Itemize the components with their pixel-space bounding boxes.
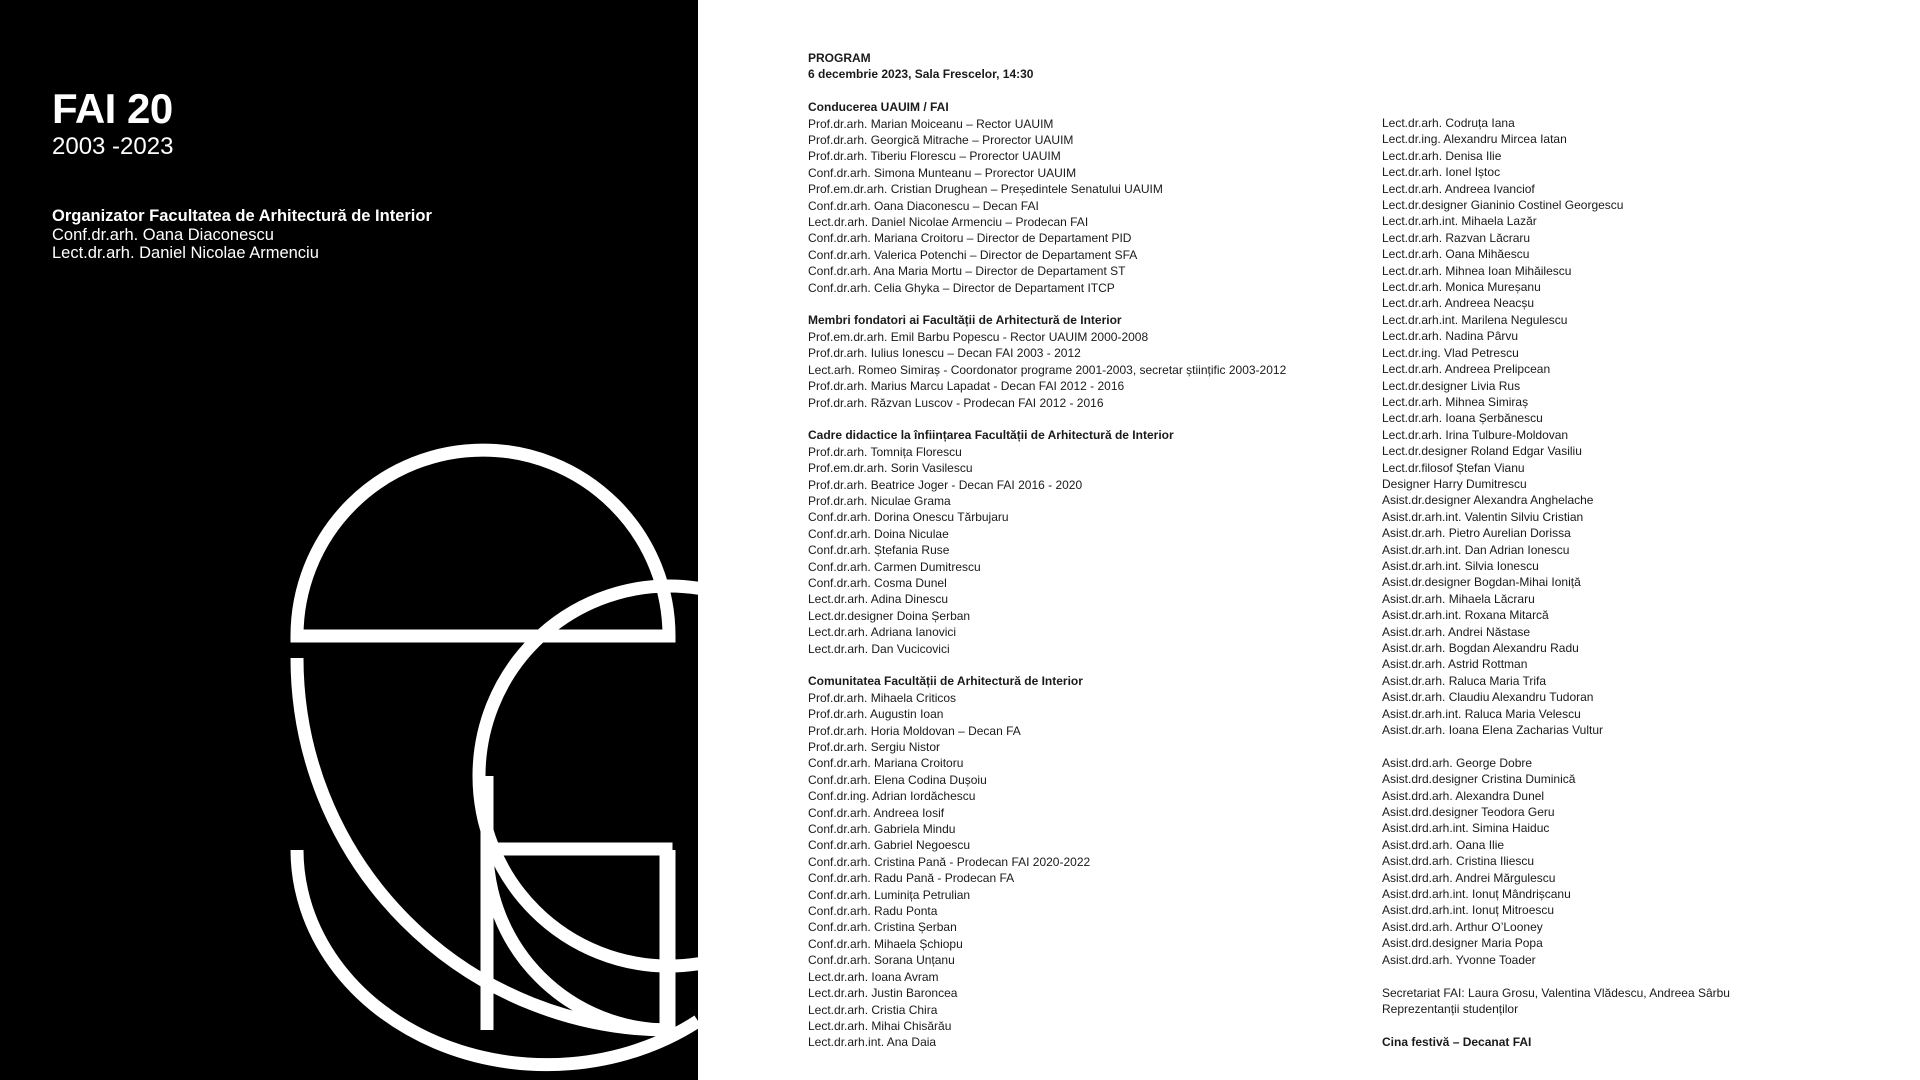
list-item: Conf.dr.arh. Gabriel Negoescu: [808, 838, 971, 853]
list-item: Lect.dr.arh. Nadina Pârvu: [1382, 329, 1519, 344]
logo-arc-top: [297, 450, 669, 636]
list-item: Conf.dr.arh. Radu Ponta: [808, 904, 938, 919]
list-item: Asist.dr.arh. Bogdan Alexandru Radu: [1382, 641, 1579, 655]
list-item: Asist.dr.arh. Claudiu Alexandru Tudoran: [1382, 690, 1594, 705]
list-item: Prof.dr.arh. Beatrice Joger - Decan FAI 2016 - 2020: [808, 477, 1083, 492]
list-item: Asist.dr.arh.int. Valentin Silviu Cristian: [1382, 509, 1584, 524]
list-item: Lect.dr.arh.int. Marilena Negulescu: [1382, 312, 1568, 327]
doctoral-assistants-list: [1382, 755, 1730, 968]
event-years: 2003 -2023: [52, 133, 174, 160]
students-line: Reprezentanții studenților: [1382, 1001, 1519, 1016]
list-item: Prof.dr.arh. Mihaela Criticos: [808, 690, 957, 705]
list-item: Asist.dr.arh. Raluca Maria Trifa: [1382, 673, 1547, 688]
list-item: Asist.drd.arh. Oana Ilie: [1382, 837, 1505, 852]
list-item: Lect.dr.arh. Denisa Ilie: [1382, 148, 1502, 163]
list-item: Asist.drd.arh. Arthur O’Looney: [1382, 919, 1543, 934]
list-item: Lect.dr.arh. Mihnea Simiraș: [1382, 394, 1529, 409]
list-item: Lect.dr.arh. Ionel Iștoc: [1382, 165, 1501, 180]
list-item: Prof.em.dr.arh. Cristian Drughean – Președintele Senatului UAUIM: [808, 182, 1163, 197]
list-item: Conf.dr.arh. Gabriela Mindu: [808, 822, 956, 837]
list-item: Lect.dr.arh.int. Mihaela Lazăr: [1382, 214, 1537, 229]
list-item: Conf.dr.arh. Mariana Croitoru: [808, 756, 964, 771]
list-item: Conf.dr.arh. Oana Diaconescu – Decan FAI: [808, 198, 1039, 213]
list-item: Prof.dr.arh. Marius Marcu Lapadat - Decan FAI 2012 - 2016: [808, 379, 1125, 394]
section-title: Comunitatea Facultății de Arhitectură de Interior: [808, 674, 1083, 689]
event-title: FAI 20: [52, 85, 173, 132]
list-item: Asist.dr.arh.int. Dan Adrian Ionescu: [1382, 542, 1570, 557]
list-item: Lect.dr.arh. Razvan Lăcraru: [1382, 230, 1531, 245]
list-item: Conf.dr.arh. Cosma Dunel: [808, 575, 947, 590]
list-item: Lect.dr.arh. Andreea Neacșu: [1382, 296, 1535, 311]
list-item: Prof.dr.arh. Iulius Ionescu – Decan FAI 2003 - 2012: [808, 346, 1081, 361]
list-item: Lect.dr.arh. Ioana Șerbănescu: [1382, 411, 1543, 426]
list-item: Lect.dr.arh. Irina Tulbure-Moldovan: [1382, 427, 1569, 442]
list-item: Lect.dr.arh. Oana Mihăescu: [1382, 247, 1530, 262]
program-column-right: [1382, 115, 1730, 1050]
list-item: Asist.dr.arh. Andrei Năstase: [1382, 624, 1531, 639]
list-item: Asist.drd.arh.int. Ionuț Mândrișcanu: [1382, 887, 1571, 902]
program-title: PROGRAM: [808, 51, 871, 65]
list-item: Asist.drd.arh. Andrei Mărgulescu: [1382, 870, 1556, 885]
list-item: Asist.dr.designer Bogdan-Mihai Ioniță: [1382, 575, 1581, 590]
list-item: Lect.dr.arh. Daniel Nicolae Armenciu – Prodecan FAI: [808, 215, 1089, 230]
section-title: Conducerea UAUIM / FAI: [808, 100, 949, 115]
list-item: Lect.dr.ing. Alexandru Mircea Iatan: [1382, 132, 1567, 147]
list-item: Lect.dr.arh. Mihnea Ioan Mihăilescu: [1382, 263, 1572, 278]
list-item: Asist.drd.designer Teodora Geru: [1382, 805, 1555, 820]
list-item: Asist.drd.arh.int. Ionuț Mitroescu: [1382, 903, 1555, 918]
list-item: Prof.em.dr.arh. Sorin Vasilescu: [808, 461, 973, 476]
list-item: Conf.dr.arh. Sorana Unțanu: [808, 953, 955, 968]
organizer-person: Lect.dr.arh. Daniel Nicolae Armenciu: [52, 244, 319, 262]
list-item: Conf.dr.arh. Celia Ghyka – Director de Departament ITCP: [808, 280, 1115, 295]
list-item: Asist.dr.arh. Ioana Elena Zacharias Vultur: [1382, 723, 1604, 738]
program-section: [808, 99, 1286, 296]
list-item: Lect.dr.arh. Andreea Prelipcean: [1382, 362, 1551, 377]
list-item: Lect.arh. Romeo Simiraș - Coordonator programe 2001-2003, secretar științific 2003-2012: [808, 362, 1287, 377]
list-item: Lect.dr.arh. Andreea Ivanciof: [1382, 181, 1535, 196]
list-item: Conf.dr.arh. Mariana Croitoru – Director de Departament PID: [808, 231, 1132, 246]
list-item: Asist.dr.arh.int. Raluca Maria Velescu: [1382, 706, 1581, 721]
section-title: Cadre didactice la înființarea Facultății de Arhitectură de Interior: [808, 428, 1174, 443]
list-item: Conf.dr.arh. Cristina Pană - Prodecan FAI 2020-2022: [808, 854, 1091, 869]
list-item: Conf.dr.arh. Dorina Onescu Tărbujaru: [808, 510, 1009, 525]
list-item: Asist.drd.arh.int. Simina Haiduc: [1382, 821, 1550, 836]
list-item: Conf.dr.arh. Simona Munteanu – Prorector UAUIM: [808, 165, 1077, 180]
list-item: Lect.dr.arh. Mihai Chisărău: [808, 1018, 952, 1033]
list-item: Prof.dr.arh. Horia Moldovan – Decan FA: [808, 723, 1021, 738]
list-item: Lect.dr.designer Livia Rus: [1382, 378, 1521, 393]
list-item: Lect.dr.designer Roland Edgar Vasiliu: [1382, 444, 1582, 459]
list-item: Conf.dr.arh. Elena Codina Dușoiu: [808, 772, 987, 787]
list-item: Prof.dr.arh. Tomnița Florescu: [808, 444, 962, 459]
section-title: Membri fondatori ai Facultății de Arhitectură de Interior: [808, 313, 1122, 328]
list-item: Prof.em.dr.arh. Emil Barbu Popescu - Rector UAUIM 2000-2008: [808, 329, 1149, 344]
list-item: Prof.dr.arh. Răzvan Luscov - Prodecan FAI 2012 - 2016: [808, 395, 1104, 410]
list-item: Asist.dr.arh. Astrid Rottman: [1382, 657, 1528, 672]
list-item: Prof.dr.arh. Tiberiu Florescu – Prorector UAUIM: [808, 149, 1061, 164]
list-item: Conf.dr.arh. Luminița Petrulian: [808, 887, 971, 902]
secretariat-line: Secretariat FAI: Laura Grosu, Valentina Vlădescu, Andreea Sârbu: [1382, 985, 1730, 1000]
list-item: Conf.dr.arh. Radu Pană - Prodecan FA: [808, 871, 1015, 886]
list-item: Prof.dr.arh. Georgică Mitrache – Prorector UAUIM: [808, 133, 1074, 148]
organizer-title: Organizator Facultatea de Arhitectură de Interior: [52, 207, 432, 225]
list-item: Conf.dr.ing. Adrian Iordăchescu: [808, 789, 976, 804]
list-item: Lect.dr.arh.int. Ana Daia: [808, 1035, 937, 1050]
list-item: Asist.drd.arh. Alexandra Dunel: [1382, 788, 1545, 803]
list-item: Lect.dr.arh. Dan Vucicovici: [808, 641, 950, 656]
list-item: Asist.dr.designer Alexandra Anghelache: [1382, 493, 1594, 508]
list-item: Lect.dr.arh. Monica Mureșanu: [1382, 280, 1541, 295]
list-item: Asist.dr.arh.int. Roxana Mitarcă: [1382, 608, 1549, 623]
community-list-continued: [1382, 115, 1730, 738]
list-item: Prof.dr.arh. Marian Moiceanu – Rector UAUIM: [808, 116, 1054, 131]
list-item: Asist.dr.arh. Mihaela Lăcraru: [1382, 591, 1535, 606]
list-item: Conf.dr.arh. Carmen Dumitrescu: [808, 559, 981, 574]
program-date: 6 decembrie 2023, Sala Frescelor, 14:30: [808, 67, 1034, 82]
program-section: [808, 312, 1286, 410]
list-item: Lect.dr.arh. Codruța Iana: [1382, 116, 1515, 130]
list-item: Asist.drd.arh. Cristina Iliescu: [1382, 854, 1535, 869]
list-item: Conf.dr.arh. Doina Niculae: [808, 526, 949, 541]
list-item: Asist.drd.designer Maria Popa: [1382, 936, 1543, 951]
list-item: Lect.dr.arh. Adriana Ianovici: [808, 625, 957, 640]
program-section: [808, 673, 1286, 1050]
list-item: Prof.dr.arh. Augustin Ioan: [808, 707, 944, 722]
list-item: Conf.dr.arh. Ștefania Ruse: [808, 543, 950, 558]
list-item: Asist.dr.arh. Pietro Aurelian Dorissa: [1382, 526, 1571, 541]
list-item: Lect.dr.ing. Vlad Petrescu: [1382, 345, 1519, 360]
left-title-panel: [0, 0, 698, 1080]
list-item: Prof.dr.arh. Sergiu Nistor: [808, 740, 941, 754]
list-item: Conf.dr.arh. Valerica Potenchi – Director de Departament SFA: [808, 247, 1138, 262]
program-column-main: [808, 50, 1286, 1051]
program-sections: [808, 99, 1286, 1051]
list-item: Conf.dr.arh. Mihaela Șchiopu: [808, 936, 963, 951]
list-item: Conf.dr.arh. Cristina Șerban: [808, 920, 957, 935]
program-section: [808, 427, 1286, 657]
list-item: Designer Harry Dumitrescu: [1382, 476, 1527, 491]
list-item: Lect.dr.arh. Adina Dinescu: [808, 592, 949, 607]
list-item: Conf.dr.arh. Andreea Iosif: [808, 805, 945, 820]
organizer-person: Conf.dr.arh. Oana Diaconescu: [52, 225, 274, 244]
list-item: Lect.dr.filosof Ștefan Vianu: [1382, 460, 1525, 475]
dinner-line: Cina festivă – Decanat FAI: [1382, 1034, 1532, 1049]
list-item: Lect.dr.arh. Ioana Avram: [808, 969, 939, 984]
list-item: Lect.dr.arh. Cristia Chira: [808, 1002, 938, 1017]
list-item: Asist.drd.designer Cristina Duminică: [1382, 772, 1576, 787]
list-item: Asist.drd.arh. George Dobre: [1382, 755, 1533, 770]
list-item: Prof.dr.arh. Niculae Grama: [808, 493, 951, 508]
list-item: Asist.drd.arh. Yvonne Toader: [1382, 952, 1536, 967]
list-item: Conf.dr.arh. Ana Maria Mortu – Director de Departament ST: [808, 264, 1126, 279]
list-item: Lect.dr.designer Doina Șerban: [808, 608, 971, 623]
list-item: Lect.dr.arh. Justin Baroncea: [808, 986, 958, 1001]
fai-20-logo-graphic: [0, 0, 698, 1080]
list-item: Lect.dr.designer Gianinio Costinel Georgescu: [1382, 198, 1624, 213]
list-item: Asist.dr.arh.int. Silvia Ionescu: [1382, 558, 1539, 573]
